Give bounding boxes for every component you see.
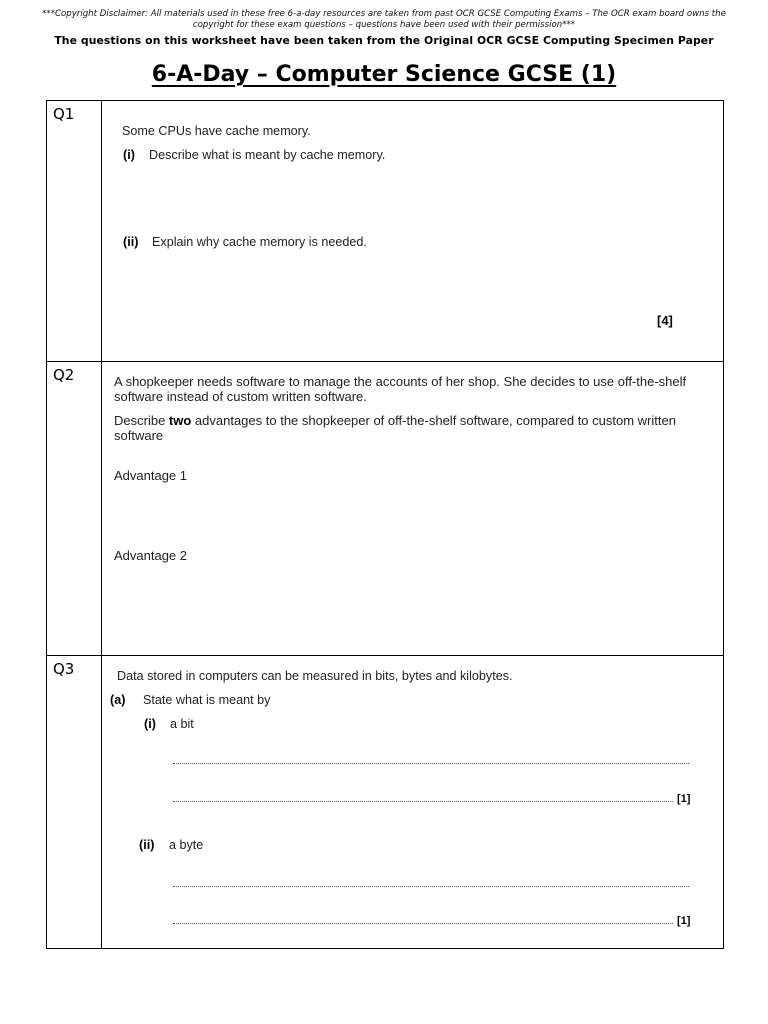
page-title-text: 6-A-Day – Computer Science GCSE (1): [151, 62, 617, 87]
part-number: (i): [123, 148, 135, 162]
marks-label: [1]: [677, 915, 691, 927]
page-title: [0, 62, 768, 87]
question-row-q1: [47, 101, 723, 362]
part-text: a bit: [170, 717, 194, 731]
question-row-q3: [47, 656, 723, 948]
answer-line[interactable]: [173, 801, 673, 802]
question-intro: Data stored in computers can be measured in bits, bytes and kilobytes.: [117, 669, 513, 683]
part-text: Explain why cache memory is needed.: [152, 235, 367, 249]
marks-label: [1]: [677, 793, 691, 805]
question-number: Q1: [47, 101, 102, 361]
advantage-2-label: Advantage 2: [114, 548, 188, 563]
part-number: (ii): [123, 235, 139, 249]
part-number: (a): [110, 693, 126, 707]
question-number: Q2: [47, 362, 102, 655]
task-text-start: Describe: [114, 413, 169, 428]
part-text: Describe what is meant by cache memory.: [149, 148, 386, 162]
part-number: (i): [144, 717, 156, 731]
question-intro: A shopkeeper needs software to manage the accounts of her shop. She decides to use off-the-shelf software instead of custom written software.: [114, 374, 687, 404]
source-note: The questions on this worksheet have been taken from the Original OCR GCSE Computing Specimen Paper: [54, 34, 714, 47]
copyright-disclaimer: ***Copyright Disclaimer: All materials used in these free 6-a-day resources are taken from past OCR GCSE Computing Exams – The OCR exam board owns the copyright for these exam questions – questions have been used with their permission***: [42, 9, 726, 30]
answer-line[interactable]: [173, 886, 689, 887]
part-text: State what is meant by: [143, 693, 271, 707]
question-task: [114, 413, 704, 443]
answer-line[interactable]: [173, 763, 689, 764]
advantage-1-label: Advantage 1: [114, 468, 188, 483]
task-text-end: advantages to the shopkeeper of off-the-shelf software, compared to custom written software: [114, 413, 676, 443]
marks-label: [4]: [657, 313, 673, 328]
question-table: [46, 100, 724, 949]
part-number: (ii): [139, 838, 155, 852]
task-emphasis: two: [168, 413, 192, 428]
part-text: a byte: [169, 838, 204, 852]
question-intro: Some CPUs have cache memory.: [122, 124, 311, 138]
question-number: Q3: [47, 656, 102, 948]
question-row-q2: [47, 362, 723, 656]
answer-line[interactable]: [173, 923, 673, 924]
